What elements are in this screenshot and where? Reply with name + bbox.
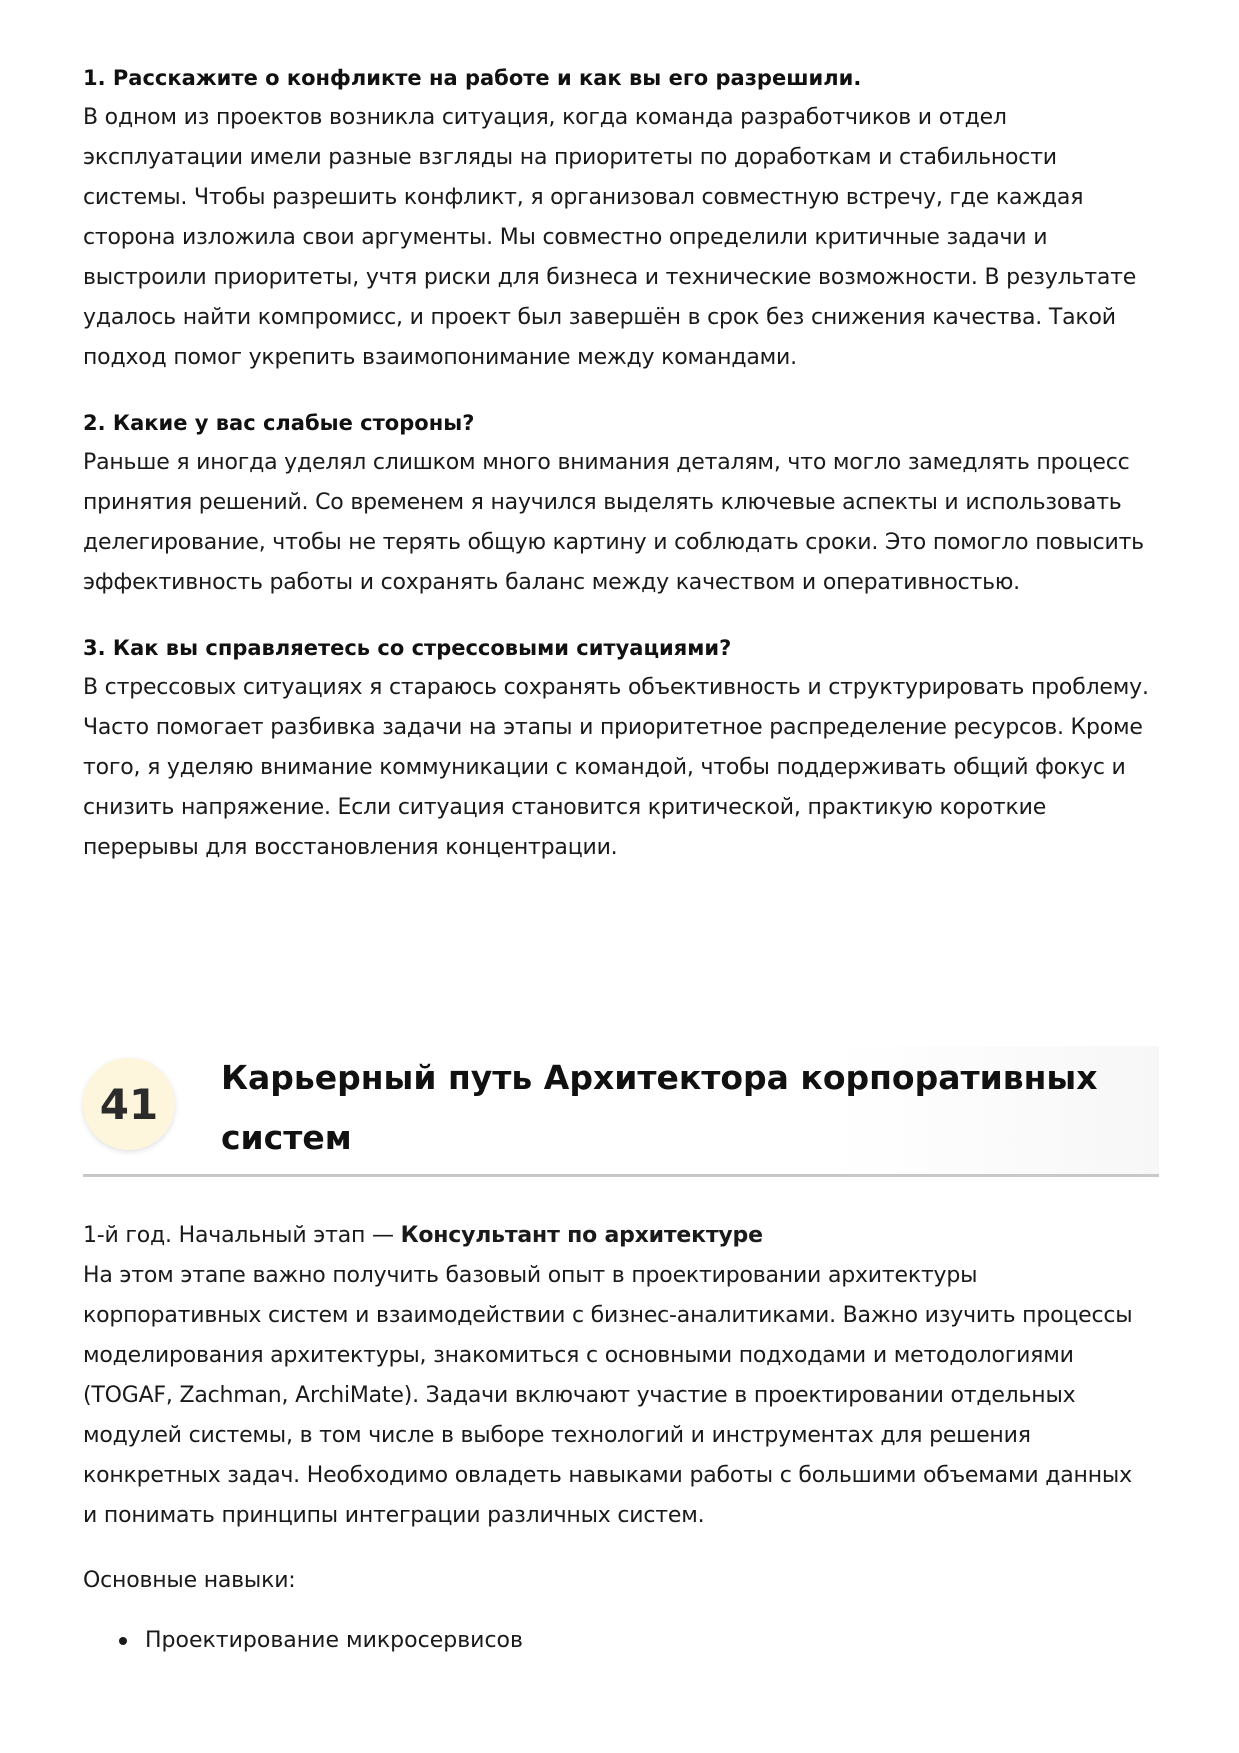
career-line: и понимать принципы интеграции различных систем.: [83, 1503, 705, 1528]
qa-item-2: [83, 403, 1159, 603]
skills-list: [83, 1621, 1159, 1661]
question-title: 3. Как вы справляетесь со стрессовыми ситуациями?: [83, 636, 732, 660]
career-line: моделирования архитектуры, знакомиться с основными подходами и методологиями: [83, 1343, 1074, 1368]
section-title-line: Карьерный путь Архитектора корпоративных: [221, 1058, 1098, 1097]
career-line: конкретных задач. Необходимо овладеть навыками работы с большими объемами данных: [83, 1463, 1132, 1488]
career-line: (TOGAF, Zachman, ArchiMate). Задачи включают участие в проектировании отдельных: [83, 1383, 1076, 1408]
answer-line: сторона изложила свои аргументы. Мы совместно определили критичные задачи и: [83, 225, 1048, 250]
answer-line: В стрессовых ситуациях я стараюсь сохранять объективность и структурировать проблему.: [83, 675, 1149, 700]
career-line: корпоративных систем и взаимодействии с бизнес-аналитиками. Важно изучить процессы: [83, 1303, 1133, 1328]
bullet-icon: [119, 1637, 127, 1645]
answer-line: делегирование, чтобы не терять общую картину и соблюдать сроки. Это помогло повысить: [83, 530, 1144, 555]
career-line: На этом этапе важно получить базовый опыт в проектировании архитектуры: [83, 1263, 978, 1288]
question-title: 2. Какие у вас слабые стороны?: [83, 411, 475, 435]
answer-line: системы. Чтобы разрешить конфликт, я организовал совместную встречу, где каждая: [83, 185, 1084, 210]
answer-line: того, я уделяю внимание коммуникации с командой, чтобы поддерживать общий фокус и: [83, 755, 1126, 780]
answer-line: эффективность работы и сохранять баланс между качеством и оперативностью.: [83, 570, 1020, 595]
stage-line: [83, 1216, 1159, 1256]
answer-line: Часто помогает разбивка задачи на этапы и приоритетное распределение ресурсов. Кроме: [83, 715, 1143, 740]
answer-line: подход помог укрепить взаимопонимание между командами.: [83, 345, 797, 370]
question-title: 1. Расскажите о конфликте на работе и как вы его разрешили.: [83, 66, 862, 90]
list-item: [83, 1621, 1159, 1661]
answer-line: принятия решений. Со временем я научился выделять ключевые аспекты и использовать: [83, 490, 1122, 515]
career-section: [83, 1216, 1159, 1661]
stage-prefix: 1-й год. Начальный этап —: [83, 1223, 401, 1248]
skill-text: Проектирование микросервисов: [145, 1628, 523, 1653]
section-title-line: систем: [221, 1118, 352, 1157]
answer-line: Раньше я иногда уделял слишком много внимания деталям, что могло замедлять процесс: [83, 450, 1130, 475]
stage-role: Консультант по архитектуре: [400, 1223, 763, 1248]
career-line: модулей системы, в том числе в выборе технологий и инструментах для решения: [83, 1423, 1031, 1448]
answer-line: перерывы для восстановления концентрации.: [83, 835, 618, 860]
skills-label: Основные навыки:: [83, 1568, 296, 1593]
answer-line: снизить напряжение. Если ситуация становится критической, практикую короткие: [83, 795, 1047, 820]
section-header: [83, 1046, 1159, 1177]
qa-item-1: [83, 58, 1159, 378]
section-title: [221, 1048, 1121, 1168]
answer-line: удалось найти компромисс, и проект был завершён в срок без снижения качества. Такой: [83, 305, 1116, 330]
section-number-badge: 41: [83, 1058, 175, 1150]
answer-line: В одном из проектов возникла ситуация, когда команда разработчиков и отдел: [83, 105, 1007, 130]
qa-section: [83, 58, 1159, 893]
qa-item-3: [83, 628, 1159, 868]
answer-line: эксплуатации имели разные взгляды на приоритеты по доработкам и стабильности: [83, 145, 1057, 170]
answer-line: выстроили приоритеты, учтя риски для бизнеса и технические возможности. В результате: [83, 265, 1137, 290]
